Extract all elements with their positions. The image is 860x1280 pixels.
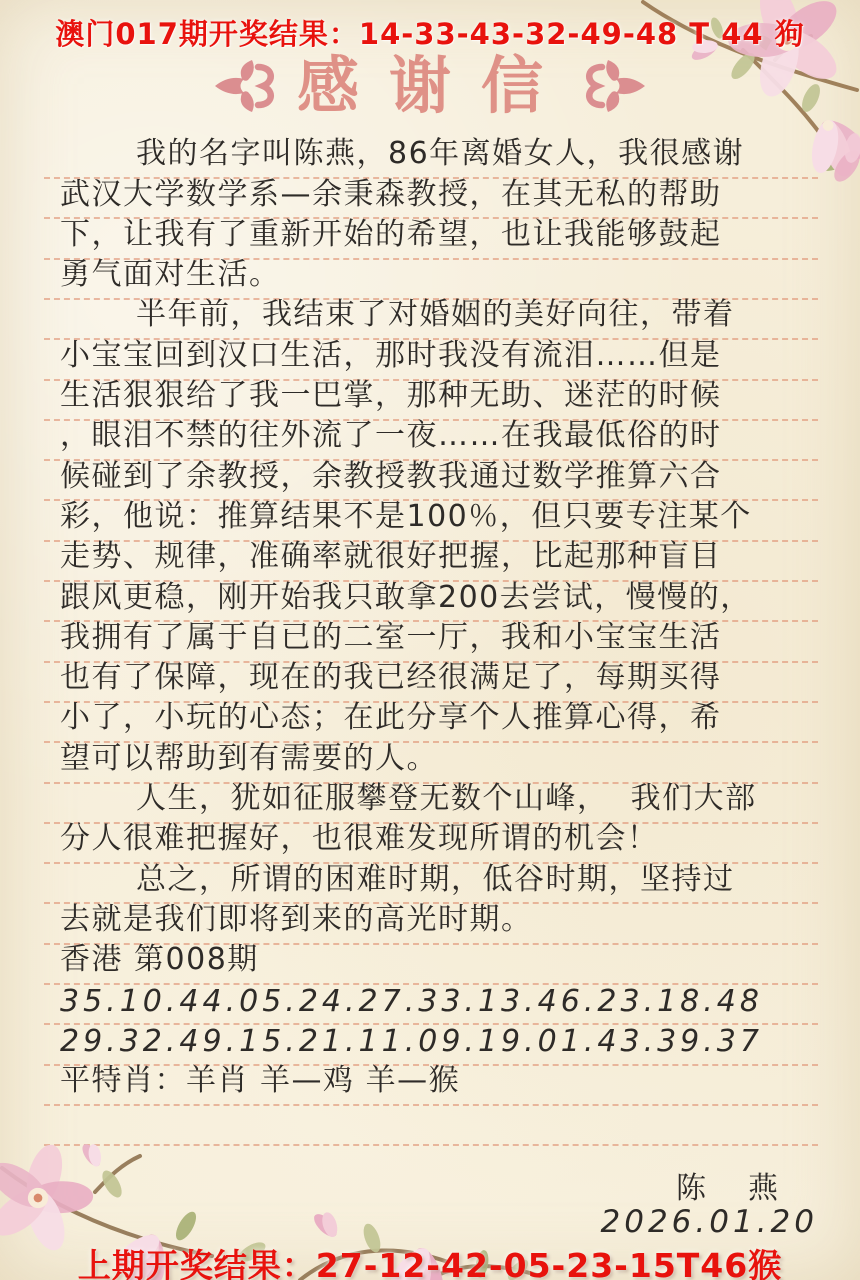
letter-line: 我的名字叫陈燕，86年离婚女人，我很感谢 [136, 136, 745, 172]
page-title: 感谢信 [296, 49, 573, 122]
letter-line: 彩，他说：推算结果不是100％，但只要专注某个 [60, 498, 752, 534]
title-row [0, 48, 860, 124]
letter-line: 总之，所谓的困难时期，低谷时期，坚持过 [136, 861, 735, 897]
signature-date: 2026.01.20 [600, 1204, 818, 1240]
letter-line: 武汉大学数学系—余秉森教授，在其无私的帮助 [60, 176, 722, 212]
ruled-line [44, 1104, 818, 1106]
hk-numbers-row1: 35.10.44.05.24.27.33.13.46.23.18.48 [60, 983, 763, 1019]
letter-line: 候碰到了余教授，余教授教我通过数学推算六合 [60, 458, 722, 494]
hk-numbers-row2: 29.32.49.15.21.11.09.19.01.43.39.37 [60, 1023, 763, 1059]
signature-name: 陈 燕 [676, 1171, 784, 1206]
fleuron-left-icon [213, 57, 277, 115]
letter-line: 也有了保障，现在的我已经很满足了，每期买得 [60, 660, 722, 696]
letter-line: 望可以帮助到有需要的人。 [60, 740, 438, 776]
letter-line: 生活狠狠给了我一巴掌，那种无助、迷茫的时候 [60, 378, 722, 414]
previous-result-banner: 上期开奖结果：27-12-42-05-23-15T46猴 [77, 1246, 783, 1280]
hk-zodiac-line: 平特肖：羊肖 羊—鸡 羊—猴 [60, 1063, 461, 1099]
letter-line: 勇气面对生活。 [60, 257, 281, 293]
letter-line: 小了，小玩的心态；在此分享个人推算心得，希 [60, 700, 722, 736]
hk-heading: 香港 第008期 [60, 942, 259, 978]
fleuron-right-icon [583, 57, 647, 115]
letter-line: 小宝宝回到汉口生活，那时我没有流泪……但是 [60, 337, 722, 373]
letter-line: 走势、规律，准确率就很好把握，比起那种盲目 [60, 539, 722, 575]
letter-line: ，眼泪不禁的往外流了一夜……在我最低俗的时 [60, 418, 722, 454]
letter-line: 我拥有了属于自已的二室一厅，我和小宝宝生活 [60, 619, 722, 655]
letter-line: 跟风更稳，刚开始我只敢拿200去尝试，慢慢的， [60, 579, 752, 615]
letter-line: 去就是我们即将到来的高光时期。 [60, 901, 533, 937]
letter-line: 分人很难把握好，也很难发现所谓的机会！ [60, 821, 659, 857]
letter-line: 下，让我有了重新开始的希望，也让我能够鼓起 [60, 216, 722, 252]
letter-line: 半年前，我结束了对婚姻的美好向往，带着 [136, 297, 735, 333]
letter-body [60, 137, 822, 1104]
macau-result-banner: 澳门017期开奖结果：14-33-43-32-49-48 T 44 狗 [55, 17, 805, 51]
letter-line: 人生，犹如征服攀登无数个山峰， 我们大部 [136, 781, 757, 817]
